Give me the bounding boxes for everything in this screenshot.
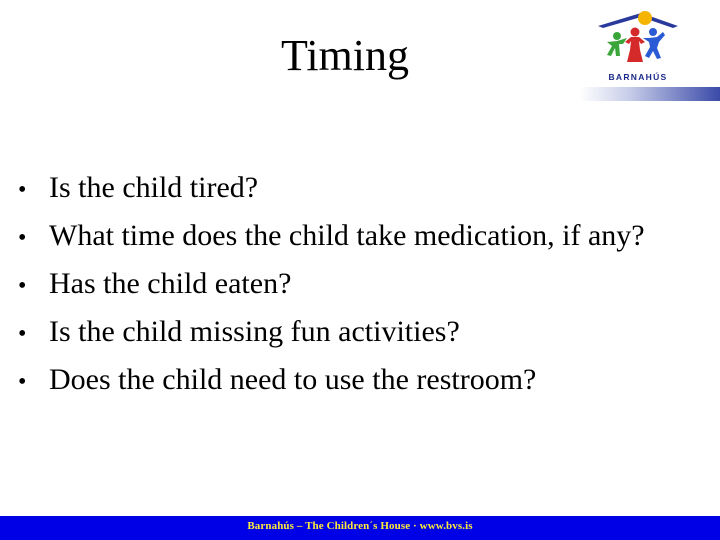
- logo-roof: [598, 13, 678, 28]
- slide-title: Timing: [280, 31, 409, 80]
- logo-figure-green: [607, 32, 627, 56]
- bullet-item: [18, 309, 645, 357]
- bullet-icon: •: [18, 177, 27, 203]
- logo-figure-red: [625, 28, 645, 63]
- bullet-text: Has the child eaten?: [49, 267, 292, 300]
- logo-text: BARNAHÚS: [608, 72, 668, 82]
- bullet-text: Does the child need to use the restroom?: [49, 363, 537, 396]
- bullet-item: [18, 165, 645, 213]
- bullet-icon: •: [18, 225, 27, 251]
- bullet-text: What time does the child take medication, if any?: [49, 219, 645, 252]
- bullet-item: [18, 213, 645, 261]
- logo-sun: [638, 11, 652, 25]
- footer-bar: [0, 516, 720, 540]
- bullet-text: Is the child missing fun activities?: [49, 315, 460, 348]
- header-band: [0, 87, 720, 101]
- bullet-icon: •: [18, 273, 27, 299]
- bullet-icon: •: [18, 369, 27, 395]
- bullet-icon: •: [18, 321, 27, 347]
- bullet-list: [18, 165, 645, 405]
- header-gradient-bar: [580, 87, 720, 101]
- logo-figure-blue: [643, 28, 665, 59]
- barnahus-logo: [593, 8, 683, 88]
- footer-text: Barnahús – The Children´s House · www.bvs.is: [247, 520, 473, 532]
- bullet-item: [18, 261, 645, 309]
- bullet-text: Is the child tired?: [49, 171, 259, 204]
- bullet-item: [18, 357, 645, 405]
